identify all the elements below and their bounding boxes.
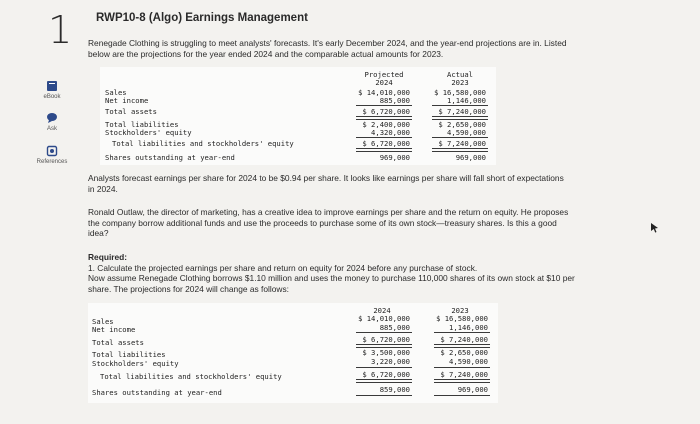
sum-rule <box>356 395 412 396</box>
cell-value: 4,590,000 <box>447 128 486 137</box>
cell-value: $ 2,650,000 <box>438 120 486 129</box>
col-header-2024: 2024 <box>373 306 391 315</box>
cell-value: $ 7,240,000 <box>438 107 486 116</box>
question-number: 1 <box>48 8 73 52</box>
sidebar-item-label: Ask <box>46 126 57 132</box>
sum-rule <box>356 367 412 368</box>
sum-rule <box>356 137 412 138</box>
cell-value: 4,320,000 <box>371 128 410 137</box>
cell-value: 969,000 <box>379 153 410 162</box>
sum-rule <box>432 105 488 106</box>
book-icon <box>46 80 58 92</box>
col-header-2023: 2023 <box>451 306 469 315</box>
sidebar-item-ebook[interactable] <box>34 80 70 100</box>
sum-rule <box>356 105 412 106</box>
cell-value: $ 7,240,000 <box>440 370 488 379</box>
page-title: RWP10-8 (Algo) Earnings Management <box>96 12 308 24</box>
sum-rule <box>432 137 488 138</box>
ronald-text: Ronald Outlaw, the director of marketing, has a creative idea to improve earnings per share and the return on equity. He proposes the company borrow additional funds and use the proceeds to purchase some of its own stock—treasury shares. Is this a good idea? <box>88 207 569 238</box>
projection-table-2 <box>88 303 498 403</box>
cell-value: 1,146,000 <box>449 323 488 332</box>
required-text: Required: 1. Calculate the projected earnings per share and return on equity for 2024 before any purchase of stock. Now assume Renegade Clothing borrows $1.10 million and uses the money to purchase 110,000 shares of its own stock at $10 per share. The projections for 2024 will change as follows: <box>88 252 575 294</box>
row-label: Sales <box>92 317 114 326</box>
row-label: Stockholders' equity <box>92 359 179 368</box>
double-rule <box>432 148 488 152</box>
required-heading: Required: <box>88 252 128 262</box>
cell-value: $ 14,010,000 <box>358 88 410 97</box>
row-label: Shares outstanding at year-end <box>92 388 222 397</box>
row-label: Total liabilities and stockholders' equity <box>100 372 282 381</box>
row-label: Net income <box>105 96 149 105</box>
col-header-actual: Actual <box>447 70 473 79</box>
analysts-text: Analysts forecast earnings per share for 2024 to be $0.94 per share. It looks like earnings per share will fall short of expectations in 2024. <box>88 173 564 194</box>
row-label: Total assets <box>92 338 144 347</box>
cell-value: $ 3,500,000 <box>362 348 410 357</box>
sum-rule <box>434 367 490 368</box>
row-label: Total liabilities and stockholders' equity <box>112 139 294 148</box>
cell-value: $ 6,720,000 <box>362 335 410 344</box>
sidebar-item-label: eBook <box>43 94 61 100</box>
projection-table-1 <box>100 67 496 165</box>
cell-value: 4,590,000 <box>449 357 488 366</box>
col-header-actual-year: 2023 <box>451 78 469 87</box>
cell-value: 859,000 <box>379 385 410 394</box>
col-header-projected-year: 2024 <box>375 78 393 87</box>
cell-value: $ 14,010,000 <box>358 314 410 323</box>
cell-value: $ 16,580,000 <box>434 88 486 97</box>
sidebar-item-ask[interactable] <box>34 112 70 132</box>
cell-value: $ 2,650,000 <box>440 348 488 357</box>
cell-value: 3,220,000 <box>371 357 410 366</box>
sum-rule <box>356 332 412 333</box>
sum-rule <box>434 332 490 333</box>
cursor-icon <box>650 222 660 234</box>
cell-value: 1,146,000 <box>447 96 486 105</box>
row-label: Shares outstanding at year-end <box>105 153 235 162</box>
row-label: Stockholders' equity <box>105 128 192 137</box>
intro-text: Renegade Clothing is struggling to meet analysts' forecasts. It's early December 2024, and the year-end projections are in. Listed below are the projections for the year ended 2024 and the comparable actual amounts for 2023. <box>88 38 567 59</box>
cell-value: $ 2,400,000 <box>362 120 410 129</box>
sidebar-item-references[interactable] <box>34 145 70 165</box>
cell-value: $ 7,240,000 <box>440 335 488 344</box>
cell-value: 969,000 <box>455 153 486 162</box>
row-label: Total assets <box>105 107 157 116</box>
row-label: Net income <box>92 325 136 334</box>
cell-value: $ 6,720,000 <box>362 107 410 116</box>
cell-value: $ 6,720,000 <box>362 139 410 148</box>
double-rule <box>356 148 412 152</box>
double-rule <box>356 379 412 383</box>
row-label: Total liabilities <box>105 120 179 129</box>
chat-icon <box>46 112 58 124</box>
cell-value: $ 7,240,000 <box>438 139 486 148</box>
cell-value: 885,000 <box>379 96 410 105</box>
cell-value: 885,000 <box>379 323 410 332</box>
double-rule <box>434 379 490 383</box>
cell-value: $ 6,720,000 <box>362 370 410 379</box>
cell-value: 969,000 <box>457 385 488 394</box>
references-icon <box>46 145 58 157</box>
row-label: Total liabilities <box>92 350 166 359</box>
col-header-projected: Projected <box>364 70 404 79</box>
sidebar-item-label: References <box>36 159 68 165</box>
cell-value: $ 16,580,000 <box>436 314 488 323</box>
row-label: Sales <box>105 88 127 97</box>
sum-rule <box>434 395 490 396</box>
